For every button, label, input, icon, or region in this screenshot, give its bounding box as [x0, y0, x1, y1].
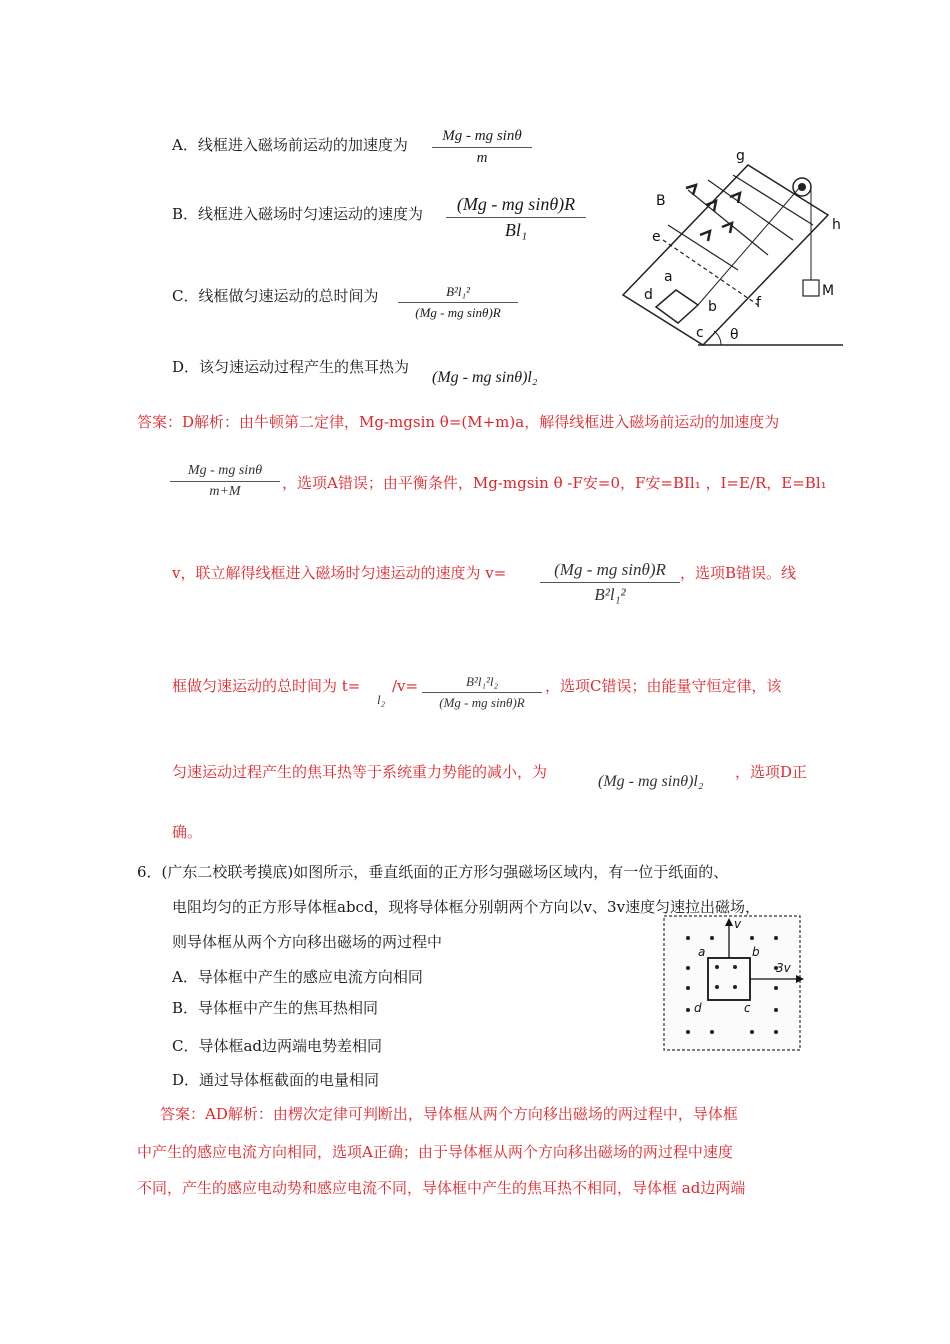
square-field-diagram	[660, 912, 805, 1057]
answer5-line6: 确。	[172, 823, 203, 841]
label-m: M	[822, 283, 835, 299]
q5-option-d-expression: (Mg - mg sinθ)l₂	[432, 369, 538, 386]
q5-option-b-fraction: (Mg - mg sinθ)R Bl₁	[446, 194, 586, 241]
answer5-fraction1: Mg - mg sinθ m+M	[170, 463, 280, 500]
label-a2: a	[698, 945, 706, 959]
q6-line1: 6．(广东二校联考摸底)如图所示，垂直纸面的正方形匀强磁场区域内，有一位于纸面的、	[137, 863, 729, 881]
label-e: e	[652, 229, 661, 245]
label-theta: θ	[730, 327, 739, 343]
answer5-line1: 答案：D解析：由牛顿第二定律，Mg-mgsin θ=(M+m)a，解得线框进入磁场前运动的加速度为	[137, 413, 780, 431]
label-b: b	[708, 299, 717, 315]
q5-option-a: A．线框进入磁场前运动的加速度为	[172, 136, 408, 154]
label-b-field: B	[656, 193, 666, 209]
q5-option-b: B．线框进入磁场时匀速运动的速度为	[172, 205, 424, 223]
label-v: v	[734, 917, 742, 931]
answer6-line3: 不同，产生的感应电动势和感应电流不同，导体框中产生的焦耳热不相同，导体框 ad边两端	[137, 1179, 746, 1197]
incline-diagram	[618, 145, 848, 355]
label-h: h	[832, 217, 841, 233]
answer5-line5b: ，选项D正	[735, 763, 808, 781]
answer5-line2: ，选项A错误；由平衡条件，Mg-mgsin θ -F安=0，F安=BIl₁ ，I=E/R，E=Bl₁	[282, 474, 827, 492]
answer5-l2: l₂	[377, 692, 386, 707]
q6-option-c: C．导体框ad边两端电势差相同	[172, 1037, 383, 1055]
q5-option-a-fraction: Mg - mg sinθ m	[432, 128, 532, 167]
answer5-fraction3: B²l₁²l₂ (Mg - mg sinθ)R	[422, 674, 542, 711]
label-b2: b	[752, 945, 760, 959]
answer5-expression: (Mg - mg sinθ)l₂	[598, 773, 704, 790]
answer6-line1: 答案：AD解析：由楞次定律可判断出，导体框从两个方向移出磁场的两过程中，导体框	[160, 1105, 738, 1123]
answer5-line4-mid: /v=	[392, 677, 419, 695]
answer5-line4a: 框做匀速运动的总时间为 t=	[172, 677, 361, 695]
q5-option-c: C．线框做匀速运动的总时间为	[172, 287, 379, 305]
answer5-fraction2: (Mg - mg sinθ)R B²l₁²	[540, 560, 680, 605]
q6-option-b: B．导体框中产生的焦耳热相同	[172, 999, 379, 1017]
q5-option-d: D．该匀速运动过程产生的焦耳热为	[172, 358, 410, 376]
answer6-line2: 中产生的感应电流方向相同，选项A正确；由于导体框从两个方向移出磁场的两过程中速度	[137, 1143, 733, 1161]
label-a: a	[664, 269, 673, 285]
label-d2: d	[694, 1001, 702, 1015]
label-c: c	[696, 325, 704, 341]
answer5-line3b: ，选项B错误。线	[680, 564, 797, 582]
answer5-line3a: v，联立解得线框进入磁场时匀速运动的速度为 v=	[172, 564, 507, 582]
label-3v: 3v	[776, 961, 791, 975]
answer5-line5a: 匀速运动过程产生的焦耳热等于系统重力势能的减小，为	[172, 763, 548, 781]
q5-option-c-fraction: B²l₁² (Mg - mg sinθ)R	[398, 284, 518, 321]
q6-line2: 电阻均匀的正方形导体框abcd，现将导体框分别朝两个方向以v、3v速度匀速拉出磁场，	[172, 898, 761, 916]
q6-line3: 则导体框从两个方向移出磁场的两过程中	[172, 933, 443, 951]
q6-option-a: A．导体框中产生的感应电流方向相同	[172, 968, 423, 986]
label-c2: c	[744, 1001, 751, 1015]
label-d: d	[644, 287, 653, 303]
q6-option-d: D．通过导体框截面的电量相同	[172, 1071, 380, 1089]
answer5-line4b: ，选项C错误；由能量守恒定律，该	[545, 677, 782, 695]
label-g: g	[736, 148, 745, 164]
label-f: f	[756, 295, 761, 311]
